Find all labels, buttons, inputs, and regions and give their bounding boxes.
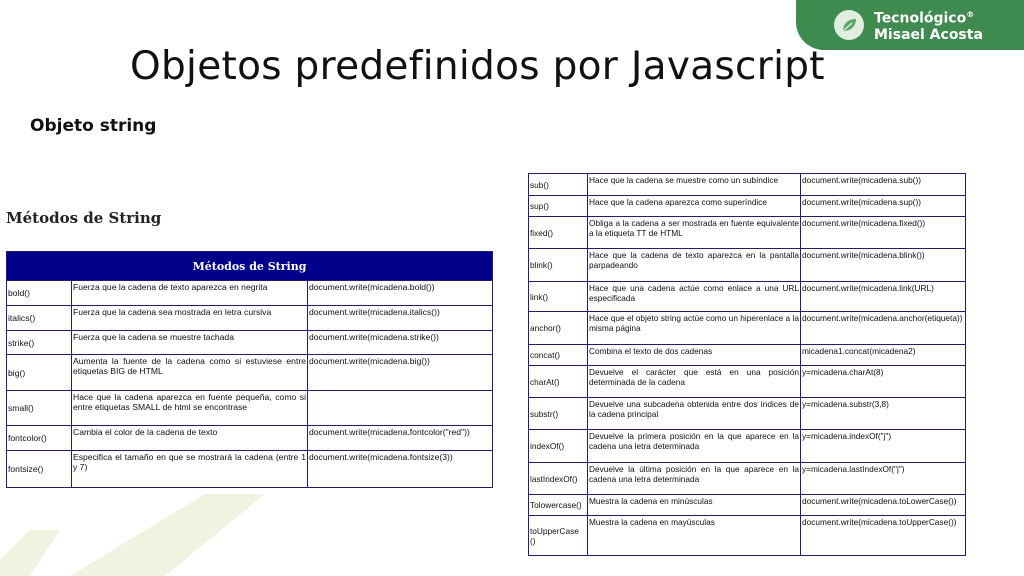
method-example-cell: document.write(micadena.link(URL) — [801, 282, 966, 312]
table-row — [529, 398, 966, 430]
method-description-cell: Muestra la cadena en mayúsculas — [588, 516, 801, 556]
method-description-cell: Devuelve una subcadena obtenida entre dos índices de la cadena principal — [588, 398, 801, 430]
method-name-cell: small() — [7, 391, 72, 426]
method-example-cell: document.write(micadena.blink()) — [801, 249, 966, 282]
method-description-cell: Hace que la cadena aparezca como superíndice — [588, 196, 801, 217]
method-description-cell: Hace que una cadena actúe como enlace a una URL especificada — [588, 282, 801, 312]
method-example-cell: document.write(micadena.big()) — [308, 355, 493, 391]
table-row — [529, 495, 966, 516]
table-row — [7, 451, 493, 488]
table-row — [7, 391, 493, 426]
table-row — [529, 196, 966, 217]
method-description-cell: Devuelve la última posición en la que aparece en la cadena una letra determinada — [588, 463, 801, 495]
method-example-cell: micadena1.concat(micadena2) — [801, 345, 966, 366]
method-example-cell: y=micadena.substr(3,8) — [801, 398, 966, 430]
method-description-cell: Muestra la cadena en minúsculas — [588, 495, 801, 516]
method-name-cell: concat() — [529, 345, 588, 366]
method-description-cell: Hace que el objeto string actúe como un hiperenlace a la misma página — [588, 312, 801, 345]
institution-logo — [796, 0, 1024, 50]
table-row — [529, 463, 966, 495]
method-description-cell: Hace que la cadena aparezca en fuente pequeña, como si entre etiquetas SMALL de html se encontrase — [72, 391, 308, 426]
method-description-cell: Devuelve el carácter que está en una posición determinada de la cadena — [588, 366, 801, 398]
method-name-cell: sup() — [529, 196, 588, 217]
method-example-cell — [308, 391, 493, 426]
method-example-cell: document.write(micadena.bold()) — [308, 281, 493, 306]
method-name-cell: fontcolor() — [7, 426, 72, 451]
method-example-cell: document.write(micadena.toLowerCase()) — [801, 495, 966, 516]
method-example-cell: document.write(micadena.strike()) — [308, 331, 493, 355]
method-example-cell: document.write(micadena.toUpperCase()) — [801, 516, 966, 556]
method-example-cell: y=micadena.lastIndexOf("j") — [801, 463, 966, 495]
method-name-cell: bold() — [7, 281, 72, 306]
method-name-cell: charAt() — [529, 366, 588, 398]
method-name-cell: italics() — [7, 306, 72, 331]
method-description-cell: Fuerza que la cadena de texto aparezca en negrita — [72, 281, 308, 306]
registered-mark: ® — [966, 10, 975, 20]
method-description-cell: Devuelve la primera posición en la que aparece en la cadena una letra determinada — [588, 430, 801, 463]
table-row — [529, 516, 966, 556]
method-example-cell: document.write(micadena.italics()) — [308, 306, 493, 331]
method-example-cell: document.write(micadena.fontsize(3)) — [308, 451, 493, 488]
method-example-cell: document.write(micadena.fixed()) — [801, 217, 966, 249]
table-row — [529, 282, 966, 312]
method-example-cell: y=micadena.charAt(8) — [801, 366, 966, 398]
method-name-cell: fixed() — [529, 217, 588, 249]
method-example-cell: document.write(micadena.sub()) — [801, 174, 966, 196]
table-row — [529, 217, 966, 249]
method-name-cell: toUpperCase () — [529, 516, 588, 556]
method-name-cell: Tolowercase() — [529, 495, 588, 516]
method-description-cell: Aumenta la fuente de la cadena como si estuviese entre etiquetas BIG de HTML — [72, 355, 308, 391]
method-name-cell: fontsize() — [7, 451, 72, 488]
method-name-cell: link() — [529, 282, 588, 312]
method-description-cell: Cambia el color de la cadena de texto — [72, 426, 308, 451]
method-name-cell: indexOf() — [529, 430, 588, 463]
table-row — [7, 306, 493, 331]
method-description-cell: Combina el texto de dos cadenas — [588, 345, 801, 366]
string-methods-table-left — [6, 251, 493, 488]
table-header: Métodos de String — [7, 252, 493, 281]
method-description-cell: Fuerza que la cadena se muestre tachada — [72, 331, 308, 355]
method-name-cell: anchor() — [529, 312, 588, 345]
method-description-cell: Hace que la cadena se muestre como un subíndice — [588, 174, 801, 196]
methods-heading: Métodos de String — [6, 209, 162, 227]
table-row — [529, 312, 966, 345]
method-description-cell: Especifica el tamaño en que se mostrará la cadena (entre 1 y 7) — [72, 451, 308, 488]
method-description-cell: Obliga a la cadena a ser mostrada en fuente equivalente a la etiqueta TT de HTML — [588, 217, 801, 249]
method-example-cell: document.write(micadena.anchor(etiqueta)) — [801, 312, 966, 345]
method-name-cell: sub() — [529, 174, 588, 196]
method-example-cell: document.write(micadena.sup()) — [801, 196, 966, 217]
method-name-cell: strike() — [7, 331, 72, 355]
method-example-cell: document.write(micadena.fontcolor("red")) — [308, 426, 493, 451]
method-name-cell: lastIndexOf() — [529, 463, 588, 495]
method-description-cell: Fuerza que la cadena sea mostrada en letra cursiva — [72, 306, 308, 331]
page-title: Objetos predefinidos por Javascript — [130, 44, 825, 89]
method-example-cell: y=micadena.indexOf("j") — [801, 430, 966, 463]
method-name-cell: blink() — [529, 249, 588, 282]
leaf-icon — [834, 10, 864, 40]
brand-name-line1: Tecnológico — [874, 10, 967, 27]
string-methods-table-right — [528, 173, 966, 556]
table-row — [7, 426, 493, 451]
method-name-cell: substr() — [529, 398, 588, 430]
table-row — [7, 331, 493, 355]
table-row — [529, 249, 966, 282]
table-row — [7, 355, 493, 391]
table-row — [7, 281, 493, 306]
method-description-cell: Hace que la cadena de texto aparezca en la pantalla parpadeando — [588, 249, 801, 282]
table-row — [529, 345, 966, 366]
table-row — [529, 430, 966, 463]
table-row — [529, 174, 966, 196]
section-subtitle: Objeto string — [30, 116, 157, 136]
method-name-cell: big() — [7, 355, 72, 391]
brand-name-line2: Misael Acosta — [874, 26, 983, 43]
table-row — [529, 366, 966, 398]
